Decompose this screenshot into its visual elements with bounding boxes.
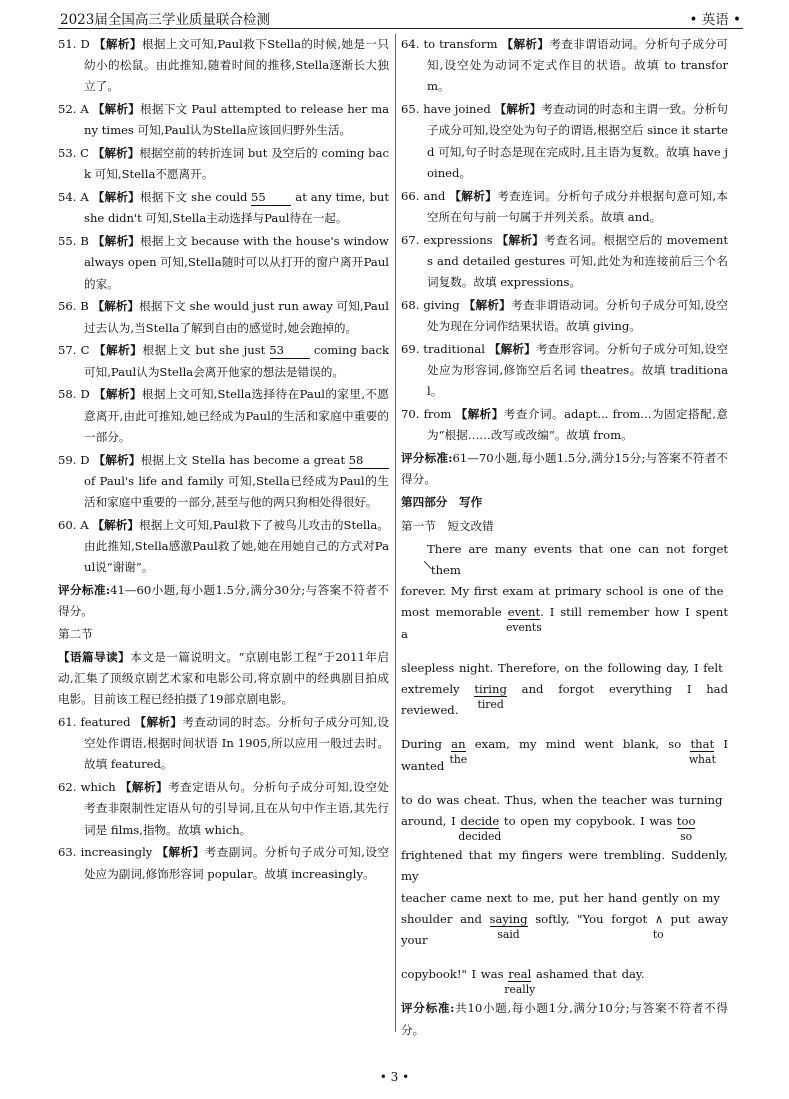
correction-word: events	[506, 621, 542, 635]
answer-item-60: 60. A 【解析】根据上文可知,Paul救下了被鸟儿攻击的Stella。由此推知,Stella感激Paul救了她,她在用她自己的方式对Paul说“谢谢”。	[58, 517, 389, 575]
section-2-title: 第二节	[58, 627, 93, 642]
answer-item-67: 67. expressions 【解析】考查名词。根据空后的 movements and detailed gestures 可知,此处为和连接前后三个名词复数。故填 expressions。	[401, 232, 728, 290]
answer-item-68: 68. giving 【解析】考查非谓语动词。分析句子成分可知,设空处为现在分词作结果状语。故填 giving。	[401, 297, 728, 334]
error-word: saying	[489, 911, 528, 926]
answer-item-54: 54. A 【解析】根据下文 she could 55 at any time, but she didn't 可知,Stella主动选择与Paul待在一起。	[58, 190, 389, 226]
answer-item-61: 61. featured 【解析】考查动词的时态。分析句子成分可知,设空处作谓语,根据时间状语 In 1905,所以应用一般过去时。故填 featured。	[58, 715, 390, 772]
error-word: real	[508, 967, 532, 982]
error-word: tiring	[474, 682, 507, 697]
answer-item-55: 55. B 【解析】根据上文 because with the house's window always open 可知,Stella随时可以从打开的窗户离开Paul的家。	[58, 234, 389, 291]
answer-item-62: 62. which 【解析】考查定语从句。分析句子成分可知,设空处考查非限制性定语从句的引导词,且在从句中作主语,其先行词是 films,指物。故填 which。	[58, 780, 390, 837]
answer-item-69: 69. traditional 【解析】考查形容词。分析句子成分可知,设空处应为形容词,修饰空后名词 theatres。故填 traditional。	[401, 341, 728, 399]
deletion-mark: \	[422, 557, 433, 572]
passage-line-9: frightened that my fingers were trembling. Suddenly, my	[401, 848, 728, 884]
scoring-standard-1: 评分标准:41—60小题,每小题1.5分,满分30分;与答案不符者不得分。	[58, 583, 389, 619]
column-divider	[395, 34, 396, 1032]
blank-58: 58	[349, 452, 389, 469]
subject-label: • 英语 •	[689, 12, 741, 28]
correction-word: so	[680, 830, 693, 844]
error-word: an	[451, 737, 466, 752]
page-number: • 3 •	[379, 1070, 410, 1084]
answer-item-58: 58. D 【解析】根据上文可知,Stella选择待在Paul的家里,不愿意离开,由此可推知,她已经成为Paul的生活和家庭中重要的一部分。	[58, 387, 390, 444]
answer-item-63: 63. increasingly 【解析】考查副词。分析句子成分可知,设空处应为副词,修饰形容词 popular。故填 increasingly。	[58, 845, 389, 881]
passage-line-1: There are many events that one can not forget \them	[401, 539, 728, 581]
answer-item-59: 59. D 【解析】根据上文 Stella has become a great 58 of Paul's life and family 可知,Stella已经成为Paul的生活和家庭中重要的一部分,甚至与他的两只狗相处得很好。	[58, 452, 389, 510]
answer-item-65: 65. have joined 【解析】考查动词的时态和主谓一致。分析句子成分可知,设空处为句子的谓语,根据空后 since it started 可知,句子时态是现在完成时,且主语为复数。故填 have joined。	[401, 102, 728, 180]
correction-word: tired	[477, 698, 504, 712]
passage-line-2: forever. My first exam at primary school is one of the	[401, 584, 724, 599]
correction-word: said	[497, 927, 520, 941]
passage-line-7: to do was cheat. Thus, when the teacher was turning	[401, 792, 723, 807]
answer-item-51: 51. D 【解析】根据上文可知,Paul救下Stella的时候,她是一只幼小的松鼠。由此推知,随着时间的推移,Stella逐渐长大独立了。	[58, 37, 390, 94]
passage-line-12: copybook!" I was real really ashamed that day.	[401, 964, 728, 985]
scoring-standard-2: 评分标准:61—70小题,每小题1.5分,满分15分;与答案不符者不得分。	[401, 451, 728, 487]
answer-item-52: 52. A 【解析】根据下文 Paul attempted to release her many times 可知,Paul认为Stella应该回归野外生活。	[58, 102, 389, 138]
error-word: too	[676, 814, 696, 829]
answer-item-66: 66. and 【解析】考查连词。分析句子成分并根据句意可知,本空所在句与前一句属于并列关系。故填 and。	[401, 188, 728, 224]
passage-line-11: shoulder and saying said softly, "You forgot ∧ to put away your	[401, 911, 729, 948]
passage-line-6: During an the exam, my mind went blank, so that what I wanted	[401, 737, 728, 773]
part-4-title: 第四部分 写作	[401, 495, 483, 510]
passage-line-10: teacher came next to me, put her hand gently on my	[401, 890, 720, 905]
answer-item-53: 53. C 【解析】根据空前的转折连词 but 及空后的 coming back 可知,Stella不愿离开。	[58, 146, 389, 182]
passage-line-8: around, I decide decided to open my copybook. I was too so	[401, 811, 728, 832]
passage-line-3: most memorable event events . I still remember how I spent a	[401, 605, 728, 641]
answer-item-64: 64. to transform 【解析】考查非谓语动词。分析句子成分可知,设空处为动词不定式作目的状语。故填 to transform。	[401, 37, 728, 94]
scoring-standard-3: 评分标准:共10小题,每小题1分,满分10分;与答案不符者不得分。	[401, 1001, 729, 1037]
correction-word: what	[688, 753, 716, 767]
blank-55: 55	[251, 189, 291, 206]
right-column	[401, 34, 728, 1042]
page-header	[58, 6, 743, 29]
passage-line-5: extremely tiring tired and forgot everything I had reviewed.	[401, 682, 728, 718]
blank-53: 53	[270, 342, 310, 359]
error-correction-passage	[401, 539, 728, 999]
passage-guide: 【语篇导读】本文是一篇说明文。“京剧电影工程”于2011年启动,汇集了顶级京剧艺术家和电影公司,将京剧中的经典剧目拍成电影。目前该工程已经拍摄了19部京剧电影。	[58, 649, 389, 707]
answer-item-56: 56. B 【解析】根据下文 she would just run away 可知,Paul过去认为,当Stella了解到自由的感觉时,她会跑掉的。	[58, 299, 389, 335]
passage-line-4: sleepless night. Therefore, on the following day, I felt	[401, 660, 723, 675]
error-word: event	[507, 605, 541, 620]
exam-title: 2023届全国高三学业质量联合检测	[60, 12, 270, 28]
correction-word: really	[504, 983, 536, 997]
error-word: that	[690, 737, 715, 752]
answer-item-57: 57. C 【解析】根据上文 but she just 53 coming back 可知,Paul认为Stella会离开他家的想法是错误的。	[58, 343, 389, 379]
answer-item-70: 70. from 【解析】考查介词。adapt... from...为固定搭配,意为“根据……改写或改编”。故填 from。	[401, 407, 728, 443]
correction-word: the	[449, 753, 468, 767]
correction-word: to	[652, 927, 664, 941]
correction-word: decided	[458, 830, 502, 844]
error-word: decide	[460, 814, 500, 829]
section-1-title: 第一节 短文改错	[401, 518, 494, 533]
insertion-mark: ∧	[654, 911, 664, 926]
left-column	[58, 34, 389, 886]
